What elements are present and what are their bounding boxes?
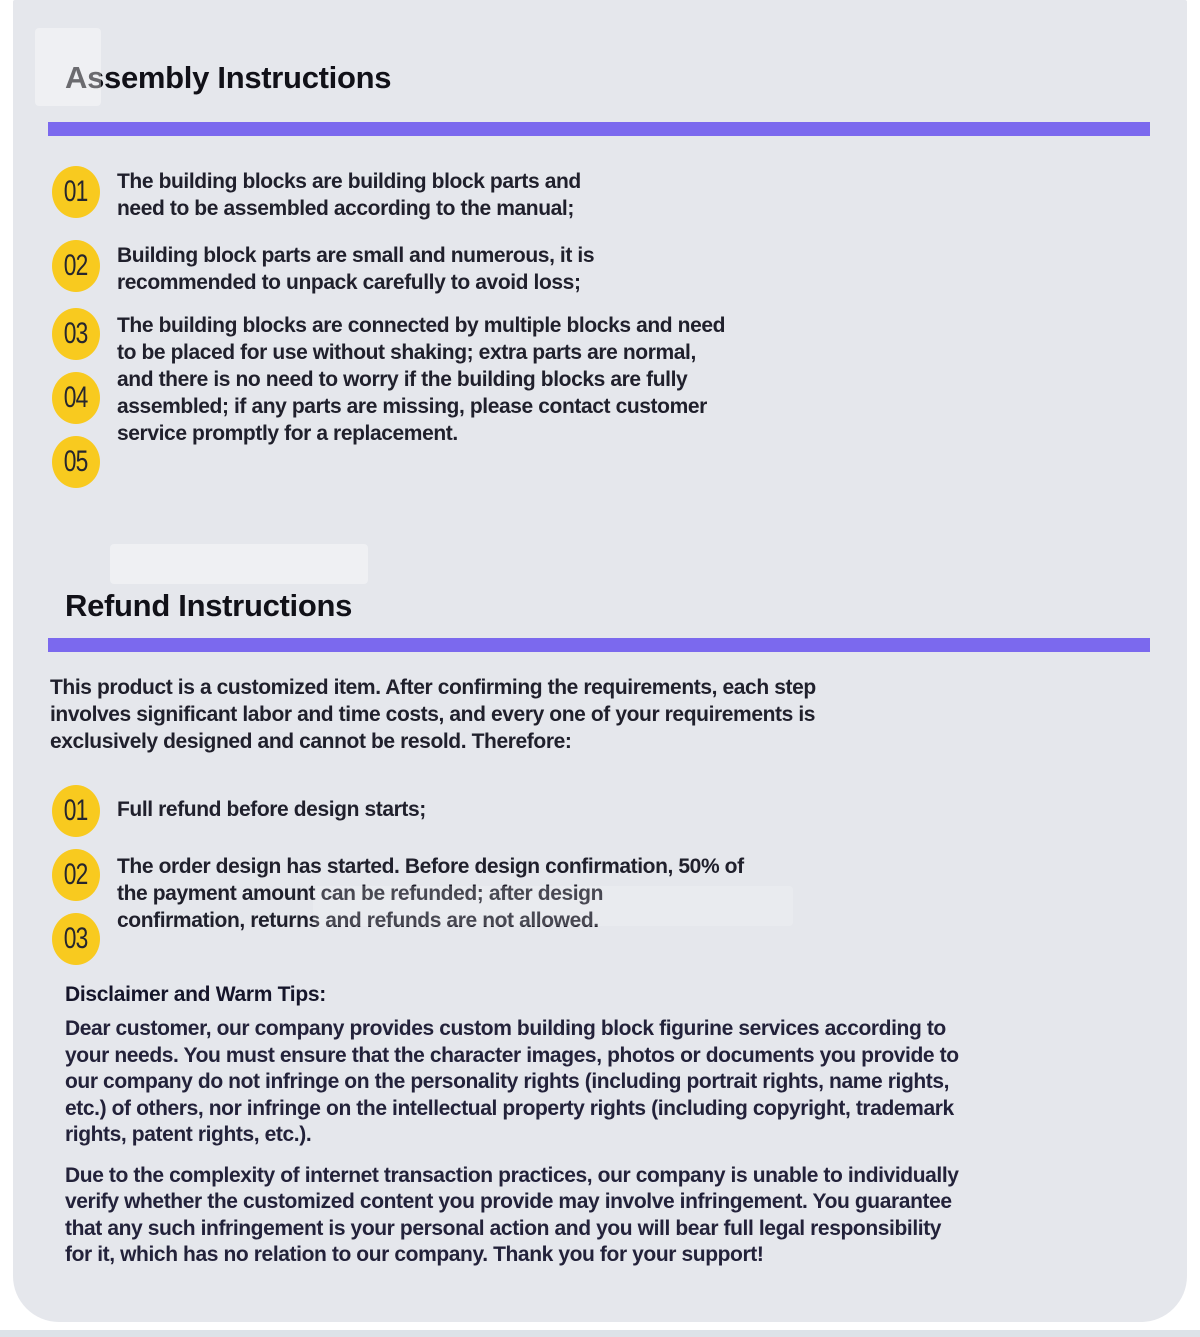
refund-steps-2-3 xyxy=(52,849,1187,965)
step-number-label: 01 xyxy=(64,794,88,827)
refund-section-title: Refund Instructions xyxy=(65,588,353,623)
step-number-badge xyxy=(52,240,100,292)
step-number-badge xyxy=(52,166,100,218)
step-number-label: 03 xyxy=(64,317,88,350)
refund-step-1-text: Full refund before design starts; xyxy=(117,798,426,821)
assembly-step-1 xyxy=(52,166,1187,222)
step-number-badge xyxy=(52,372,100,424)
refund-intro-paragraph: This product is a customized item. After confirming the requirements, each step involves significant labor and time costs, and every one of your requirements is exclusively designed and cannot be resold. Therefore: xyxy=(50,676,816,753)
step-number-badge xyxy=(52,785,100,837)
refund-steps-2-3-text: The order design has started. Before design confirmation, 50% of the payment amount can be refunded; after design confirmation, returns and refunds are not allowed. xyxy=(117,855,744,932)
step-number-label: 02 xyxy=(64,858,88,891)
assembly-steps-3-4-5-text: The building blocks are connected by multiple blocks and need to be placed for use without shaking; extra parts are normal, and there is no need to worry if the building blocks are fully assembled; if any parts are missing, please contact customer service promptly for a replacement. xyxy=(117,314,726,445)
assembly-divider-bar xyxy=(48,122,1150,136)
step-number-label: 04 xyxy=(64,381,88,414)
step-number-label: 02 xyxy=(64,249,88,282)
step-number-label: 03 xyxy=(64,922,88,955)
step-number-badge xyxy=(52,436,100,488)
assembly-section-title: Assembly Instructions xyxy=(65,60,392,95)
next-section-edge xyxy=(0,1330,1200,1337)
refund-divider-bar xyxy=(48,638,1150,652)
step-number-badge xyxy=(52,849,100,901)
assembly-step-2-text: Building block parts are small and numerous, it is recommended to unpack carefully to avoid loss; xyxy=(117,244,595,294)
step-number-label: 05 xyxy=(64,445,88,478)
step-number-badge-column xyxy=(52,849,100,965)
product-description-card xyxy=(13,0,1187,1322)
step-number-badge-column xyxy=(52,308,100,488)
assembly-step-1-text: The building blocks are building block parts and need to be assembled according to the manual; xyxy=(117,170,581,220)
step-number-label: 01 xyxy=(64,175,88,208)
step-number-badge xyxy=(52,308,100,360)
assembly-step-2 xyxy=(52,240,1187,296)
disclaimer-paragraph-2: Due to the complexity of internet transaction practices, our company is unable to individually verify whether the customized content you provide may involve infringement. You guarantee that any such infringement is your personal action and you will bear full legal responsibility for it, which has no relation to our company. Thank you for your support! xyxy=(65,1163,959,1266)
refund-step-1 xyxy=(52,785,1187,837)
step-number-badge xyxy=(52,913,100,965)
disclaimer-paragraph-1: Dear customer, our company provides custom building block figurine services according to your needs. You must ensure that the character images, photos or documents you provide to our company do not infringe on the personality rights (including portrait rights, name rights, etc.) of others, nor infringe on the intellectual property rights (including copyright, trademark rights, patent rights, etc.). xyxy=(65,1017,959,1146)
disclaimer-title: Disclaimer and Warm Tips: xyxy=(65,983,326,1006)
overlay-patch xyxy=(110,544,368,584)
assembly-steps-3-4-5 xyxy=(52,308,1187,488)
